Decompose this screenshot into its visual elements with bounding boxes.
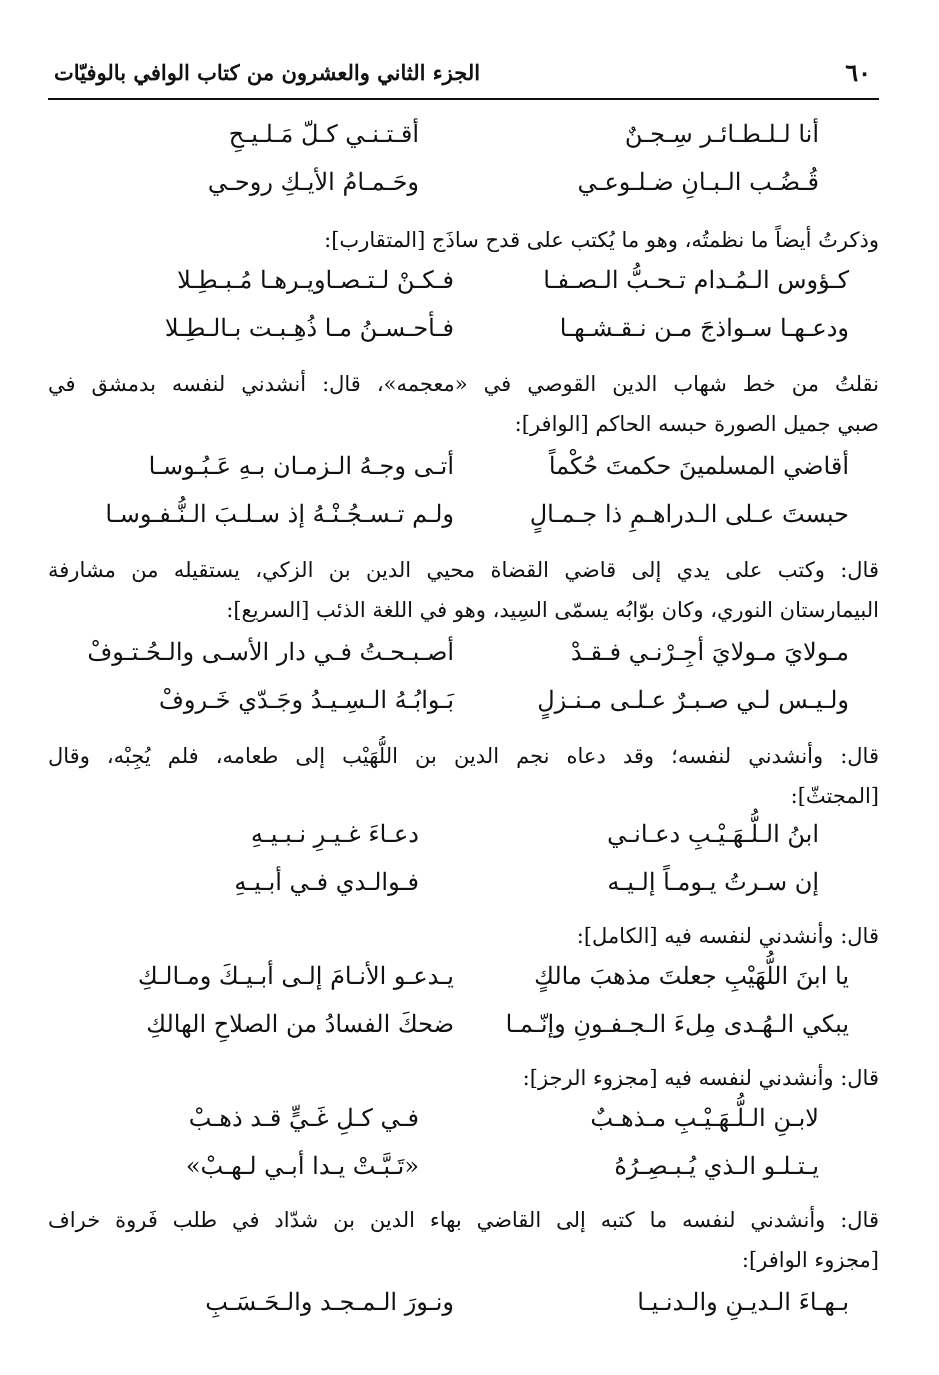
- verse-second-hemistich: بَـوابُـهُ الـسِـيـدُ وجَـدّي خَـروفْ: [159, 686, 454, 714]
- verse-line: [60, 962, 849, 1006]
- verse-first-hemistich: يبكي الـهُـدى مِلءَ الـجـفـونِ وإنّـمـا: [505, 1010, 849, 1038]
- verse-second-hemistich: يـدعـو الأنـامَ إلـى أبـيـكَ ومـالـكِ: [137, 962, 454, 990]
- prose-line: صبي جميل الصورة حبسه الحاكم [الوافر]:: [514, 412, 879, 436]
- verse-first-hemistich: ولـيـس لـي صـبـرٌ عـلـى مـنـزلٍ: [537, 686, 849, 714]
- verse-first-hemistich: بـهـاءَ الـديـنِ والـدنـيـا: [637, 1288, 849, 1316]
- verse-line: [60, 1010, 849, 1054]
- verse-line: [60, 868, 819, 912]
- verse-second-hemistich: فـوالـدي فـي أبـيـهِ: [234, 868, 419, 896]
- verse-line: [60, 168, 819, 212]
- verse-line: [60, 638, 849, 682]
- prose-paragraph: [48, 916, 879, 956]
- verse-second-hemistich: ضحكَ الفسادُ من الصلاحِ الهالكِ: [146, 1010, 454, 1038]
- prose-paragraph: [48, 550, 879, 630]
- prose-line: قال: وأنشدني لنفسه ما كتبه إلى القاضي بهاء الدين بن شدّاد في طلب فَروة خراف: [48, 1208, 879, 1232]
- verse-second-hemistich: فـكـنْ لـتـصـاويـرهـا مُـبـطِـلا: [177, 266, 454, 294]
- prose-line: قال: وكتب على يدي إلى قاضي القضاة محيي الدين بن الزكي، يستقيله من مشارفة: [48, 558, 879, 582]
- verse-second-hemistich: ونـورَ الـمـجـد والـحَـسَـبِ: [205, 1288, 454, 1316]
- verse-second-hemistich: ولـم تـسـجُـنْـهُ إذ سـلـبَ الـنُّـفـوسـا: [105, 500, 454, 528]
- prose-line: نقلتُ من خط شهاب الدين القوصي في «معجمه»، قال: أنشدني لنفسه بدمشق في: [48, 372, 879, 396]
- prose-line: وذكرتُ أيضاً ما نظمتُه، وهو ما يُكتب على قدح ساذَج [المتقارب]:: [324, 228, 879, 252]
- verse-second-hemistich: «تَـبَّـتْ يـدا أبـي لـهـبْ»: [185, 1152, 419, 1180]
- prose-line: قال: وأنشدني لنفسه؛ وقد دعاه نجم الدين بن اللُّهَيْب إلى طعامه، فلم يُجِبْه، وقال: [48, 744, 879, 768]
- verse-second-hemistich: أقـتـنـي كـلّ مَـلـيـحِ: [228, 120, 419, 148]
- verse-first-hemistich: يا ابنَ اللُّهَيْبِ جعلتَ مذهبَ مالكٍ: [534, 962, 849, 990]
- page-header: [48, 52, 879, 100]
- page-number: ٦٠: [845, 58, 871, 87]
- verse-second-hemistich: أتـى وجـهُ الـزمـان بـهِ عَـبُـوسـا: [148, 452, 454, 480]
- prose-line: البيمارستان النوري، وكان بوّابُه يسمّى السِيد، وهو في اللغة الذئب [السريع]:: [226, 598, 879, 622]
- verse-first-hemistich: ودعـهـا سـواذجَ مـن نـقـشـهـا: [559, 314, 849, 342]
- verse-first-hemistich: كـؤوس الـمُـدام تـحـبُّ الـصـفـا: [543, 266, 849, 294]
- prose-line: قال: وأنشدني لنفسه فيه [مجزوء الرجز]:: [522, 1066, 879, 1090]
- prose-paragraph: [48, 364, 879, 444]
- verse-second-hemistich: دعـاءَ غـيـرِ نـبـيـهِ: [250, 820, 419, 848]
- verse-line: [60, 1104, 819, 1148]
- prose-line: [مجزوء الوافر]:: [741, 1248, 879, 1272]
- verse-first-hemistich: يـتـلـو الـذي يُـبـصِـرُهُ: [614, 1152, 819, 1180]
- prose-line: [المجتثّ]:: [790, 784, 879, 808]
- verse-line: [60, 1152, 819, 1196]
- verse-second-hemistich: وحَـمـامُ الأيـكِ روحـي: [207, 168, 419, 196]
- verse-line: [60, 820, 819, 864]
- verse-second-hemistich: أصـبـحـتُ فـي دار الأسـى والـحُـتـوفْ: [87, 638, 454, 666]
- verse-first-hemistich: حبستَ عـلى الـدراهـمِ ذا جـمـالٍ: [529, 500, 849, 528]
- verse-line: [60, 1288, 849, 1332]
- verse-line: [60, 314, 849, 358]
- verse-first-hemistich: إن سـرتُ يـومـاً إلـيـه: [607, 868, 819, 896]
- verse-line: [60, 452, 849, 496]
- running-title: الجزء الثاني والعشرون من كتاب الوافي بالوفيّات: [54, 60, 481, 85]
- verse-second-hemistich: فـأحـسـنُ مـا ذُهِـبـت بـالـطِـلا: [164, 314, 454, 342]
- verse-first-hemistich: أنا لـلـطـائـر سِـجـنٌ: [624, 120, 819, 148]
- verse-second-hemistich: فـي كـلِ غَـيٍّ قـد ذهـبْ: [188, 1104, 419, 1132]
- verse-line: [60, 500, 849, 544]
- verse-first-hemistich: ابنُ الـلُّـهَـيْـبِ دعـانـي: [607, 820, 819, 848]
- verse-first-hemistich: لابـنِ الـلُّـهَـيْـبِ مـذهـبٌ: [590, 1104, 819, 1132]
- prose-paragraph: [48, 220, 879, 260]
- prose-paragraph: [48, 1200, 879, 1280]
- verse-line: [60, 266, 849, 310]
- verse-first-hemistich: مـولايَ مـولايَ أجِـرْنـي فـقـدْ: [570, 638, 849, 666]
- prose-line: قال: وأنشدني لنفسه فيه [الكامل]:: [576, 924, 879, 948]
- verse-line: [60, 686, 849, 730]
- verse-first-hemistich: قُـضُـب الـبـانِ ضـلـوعـي: [577, 168, 819, 196]
- verse-first-hemistich: أقاضي المسلمينَ حكمتَ حُكْماً: [548, 452, 849, 480]
- prose-paragraph: [48, 736, 879, 816]
- prose-paragraph: [48, 1058, 879, 1098]
- verse-line: [60, 120, 819, 164]
